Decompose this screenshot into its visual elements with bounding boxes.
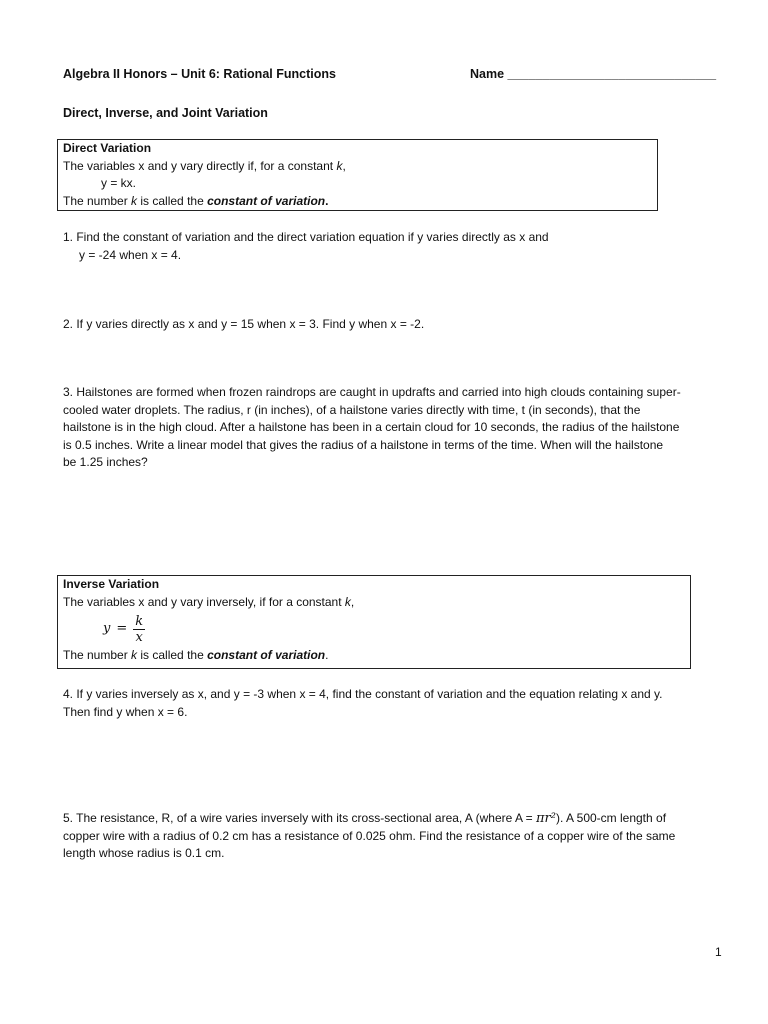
worksheet-title: Algebra II Honors – Unit 6: Rational Functions (63, 67, 336, 81)
question-2: 2. If y varies directly as x and y = 15 when x = 3. Find y when x = -2. (63, 317, 425, 331)
inverse-variation-definition: The variables x and y vary inversely, if for a constant k, (63, 594, 355, 609)
question-1: 1. Find the constant of variation and the direct variation equation if y varies directly as x and y = -24 when x = 4. (63, 230, 549, 262)
question-4: 4. If y varies inversely as x, and y = -3 when x = 4, find the constant of variation and the equation relating x and y. Then find y when x = 6. (63, 687, 663, 719)
direct-variation-box (57, 139, 658, 211)
inverse-variation-formula: y = $\frac{k}{x}$ (103, 613, 144, 645)
direct-variation-constant-note: The number k is called the constant of variation. (63, 193, 329, 208)
page-number: 1 (715, 945, 722, 959)
worksheet-subtitle: Direct, Inverse, and Joint Variation (63, 106, 268, 120)
inverse-variation-box (57, 575, 691, 669)
inverse-variation-heading: Inverse Variation (63, 577, 160, 591)
name-field-label: Name ______________________________ (470, 67, 717, 81)
direct-variation-definition: The variables x and y vary directly if, for a constant k, (63, 158, 346, 173)
question-3: 3. Hailstones are formed when frozen raindrops are caught in updrafts and carried into high clouds containing super- cooled water droplets. The radius, r (in inches), of a hailstone varies directly with time, t (in seconds), that the hailstone is in the high cloud. After a hailstone has been in a certain cloud for 10 seconds, the radius of the hailstone is 0.5 inches. Write a linear model that gives the radius of a hailstone in terms of the time. When will the hailstone be 1.25 inches? (63, 385, 681, 469)
pi-r-squared-formula: πr² (535, 811, 556, 826)
direct-variation-heading: Direct Variation (63, 141, 152, 155)
question-5: 5. The resistance, R, of a wire varies inversely with its cross-sectional area, A (where A = πr²). A 500-cm length of copper wire with a radius of 0.2 cm has a resistance of 0.025 ohm. Find the resistance of a copper wire of the same length whose radius is 0.1 cm. (63, 811, 676, 860)
inverse-variation-constant-note: The number k is called the constant of variation. (63, 648, 329, 662)
direct-variation-formula: y = kx. (101, 176, 137, 190)
